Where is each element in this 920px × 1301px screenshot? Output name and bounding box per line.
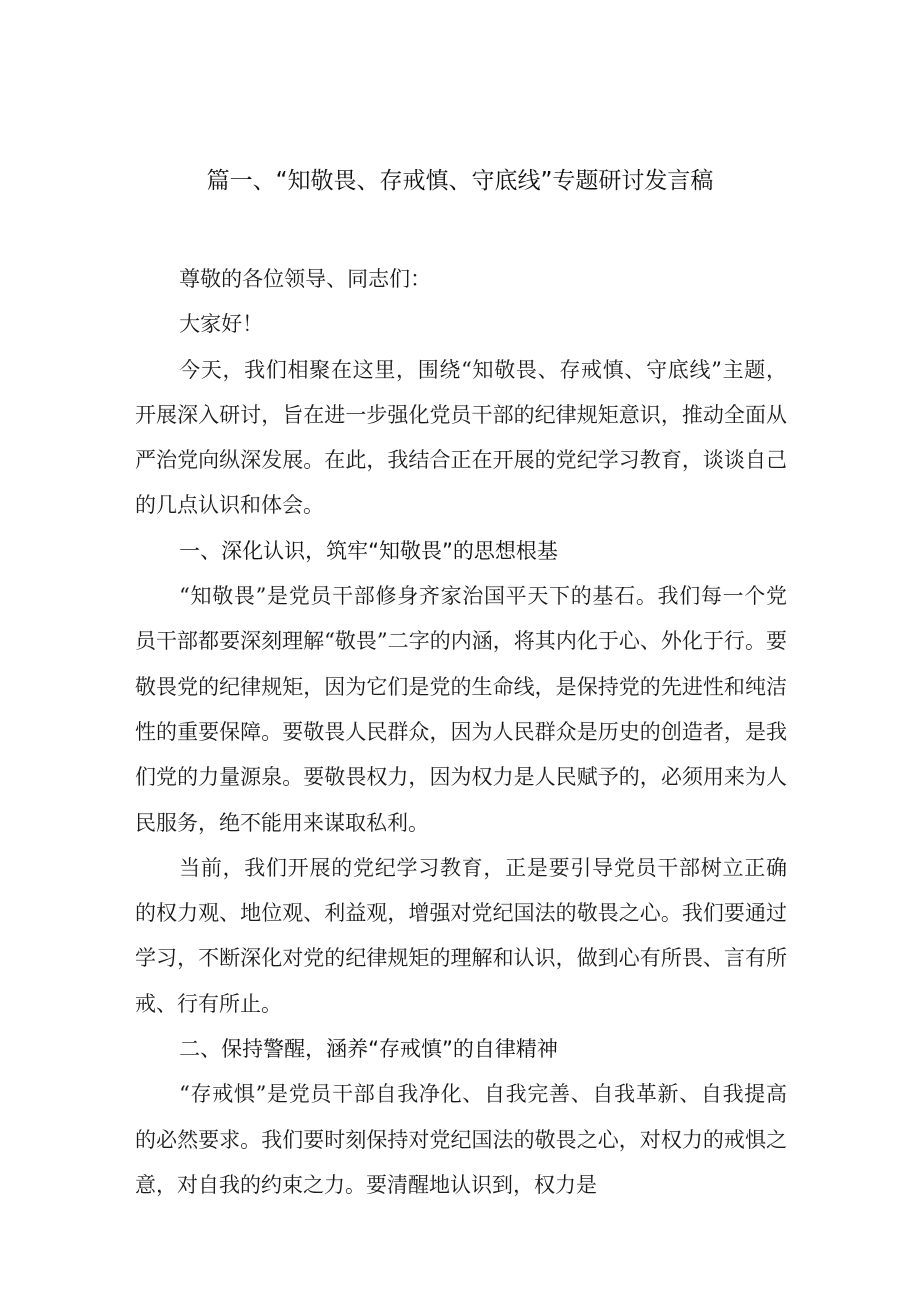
intro-paragraph: 今天，我们相聚在这里，围绕“知敬畏、存戒慎、守底线”主题，开展深入研讨，旨在进一步强化党员干部的纪律规矩意识，推动全面从严治党向纵深发展。在此，我结合正在开展的党纪学习教育，谈谈自己的几点认识和体会。 [135,357,787,518]
section-1-paragraph-1: “知敬畏”是党员干部修身齐家治国平天下的基石。我们每一个党员干部都要深刻理解“敬畏”二字的内涵，将其内化于心、外化于行。要敬畏党的纪律规矩，因为它们是党的生命线，是保持党的先进性和纯洁性的重要保障。要敬畏人民群众，因为人民群众是历史的创造者，是我们党的力量源泉。要敬畏权力，因为权力是人民赋予的，必须用来为人民服务，绝不能用来谋取私利。 [135,584,787,835]
section-2-heading: 二、保持警醒，涵养“存戒慎”的自律精神 [179,1037,558,1062]
section-1-heading: 一、深化认识，筑牢“知敬畏”的思想根基 [179,538,558,563]
salutation: 尊敬的各位领导、同志们： [179,267,432,291]
section-2-paragraph-1: “存戒惧”是党员干部自我净化、自我完善、自我革新、自我提高的必然要求。我们要时刻保持对党纪国法的敬畏之心，对权力的戒惧之意，对自我的约束之力。要清醒地认识到，权力是 [135,1082,787,1197]
document-body [135,257,787,1208]
greeting: 大家好！ [179,312,264,337]
section-1-paragraph-2: 当前，我们开展的党纪学习教育，正是要引导党员干部树立正确的权力观、地位观、利益观，增强对党纪国法的敬畏之心。我们要通过学习，不断深化对党的纪律规矩的理解和认识，做到心有所畏、言有所戒、行有所止。 [135,855,787,1016]
document-title: 篇一、“知敬畏、存戒慎、守底线”专题研讨发言稿 [206,168,714,194]
